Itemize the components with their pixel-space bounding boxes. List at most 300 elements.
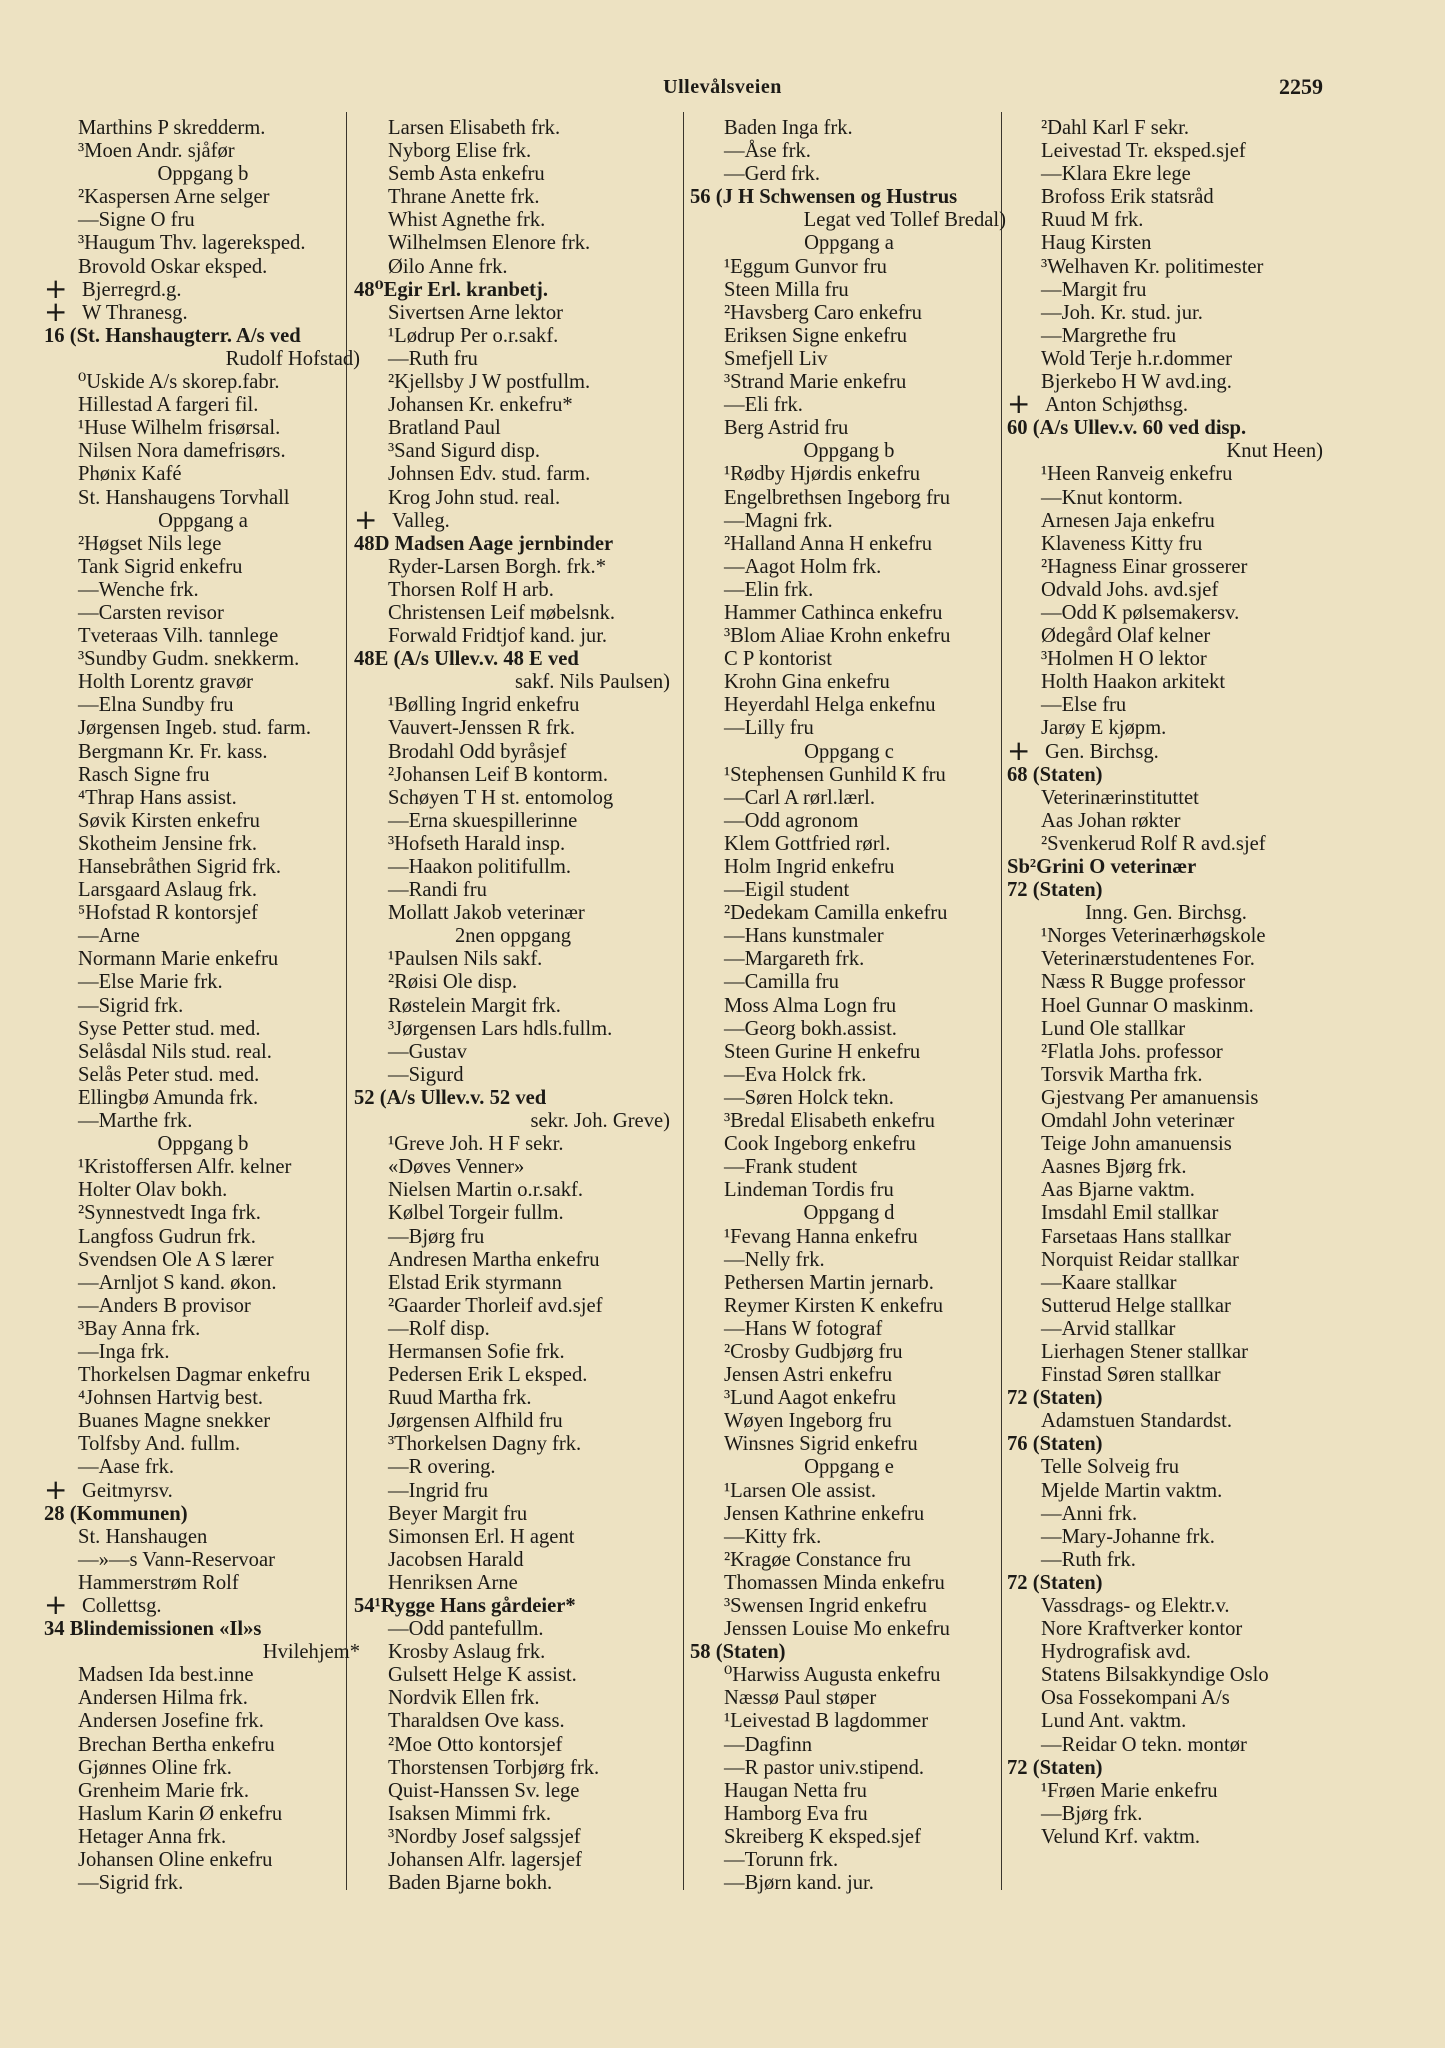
directory-entry — [44, 1364, 362, 1387]
entry-text: Oppgang e — [804, 1456, 894, 1479]
entry-text: ¹Bølling Ingrid enkefru — [388, 694, 580, 717]
directory-entry — [354, 602, 672, 625]
directory-entry — [44, 1572, 362, 1595]
directory-column-3 — [690, 117, 1008, 1895]
entry-text: Lindeman Tordis fru — [724, 1179, 894, 1202]
entrance-heading — [44, 163, 362, 186]
directory-entry — [44, 394, 362, 417]
directory-entry — [354, 625, 672, 648]
entry-text: —Odd K pølsemakersv. — [1041, 601, 1240, 624]
directory-entry — [1007, 648, 1325, 671]
directory-entry — [690, 1064, 1008, 1087]
directory-entry — [354, 717, 672, 740]
entry-text: Phønix Kafé — [78, 463, 182, 486]
directory-entry — [1007, 209, 1325, 232]
directory-entry — [1007, 1826, 1325, 1849]
entry-text: ²Kaspersen Arne selger — [78, 186, 270, 209]
directory-entry — [1007, 1226, 1325, 1249]
entry-text: —Klara Ekre lege — [1041, 163, 1191, 186]
directory-entry — [354, 1156, 672, 1179]
directory-entry — [354, 856, 672, 879]
directory-entry — [44, 1456, 362, 1479]
entry-text: Hetager Anna frk. — [78, 1825, 227, 1848]
entry-text: Thrane Anette frk. — [388, 186, 540, 209]
directory-entry — [354, 1456, 672, 1479]
directory-entry — [1007, 810, 1325, 833]
directory-entry — [690, 579, 1008, 602]
directory-entry — [44, 648, 362, 671]
entry-text: 72 (Staten) — [1007, 879, 1103, 902]
entry-text: —Elin frk. — [724, 578, 814, 601]
entry-text: —Hans W fotograf — [724, 1317, 883, 1340]
entry-text: Larsgaard Aslaug frk. — [78, 879, 257, 902]
directory-entry — [690, 1341, 1008, 1364]
entry-text: —Knut kontorm. — [1041, 486, 1183, 509]
directory-entry — [690, 1664, 1008, 1687]
entry-text: Bjerregrd.g. — [82, 278, 182, 301]
directory-entry — [44, 925, 362, 948]
entry-text: Klem Gottfried rørl. — [724, 832, 891, 855]
directory-entry — [1007, 787, 1325, 810]
entry-text: Sivertsen Arne lektor — [388, 301, 564, 324]
directory-entry — [1007, 1456, 1325, 1479]
directory-entry — [1007, 1595, 1325, 1618]
directory-entry — [354, 1572, 672, 1595]
entry-text: —Ruth fru — [388, 347, 478, 370]
entry-text: Thorkelsen Dagmar enkefru — [78, 1364, 311, 1387]
entry-text: Arnesen Jaja enkefru — [1041, 509, 1215, 532]
directory-entry — [690, 1687, 1008, 1710]
entrance-heading — [1007, 902, 1325, 925]
directory-column-1 — [44, 117, 362, 1895]
entry-text: Whist Agnethe frk. — [388, 209, 546, 232]
entrance-heading — [690, 232, 1008, 255]
entry-text: —Gerd frk. — [724, 163, 821, 186]
entry-text: Søvik Kirsten enkefru — [78, 809, 260, 832]
entry-text: Oppgang b — [157, 163, 249, 186]
directory-entry — [1007, 463, 1325, 486]
entry-text: Ryder-Larsen Borgh. frk.* — [388, 555, 606, 578]
directory-entry — [354, 1710, 672, 1733]
cross-street-marker — [1007, 741, 1325, 764]
entry-text: Valleg. — [392, 509, 450, 532]
directory-entry — [1007, 256, 1325, 279]
directory-entry — [1007, 1064, 1325, 1087]
entry-text: 2nen oppgang — [454, 925, 572, 948]
directory-entry — [354, 1226, 672, 1249]
entry-text: ²Moe Otto kontorsjef — [388, 1733, 563, 1756]
directory-column-4 — [1007, 117, 1325, 1849]
entry-text: Hansebråthen Sigrid frk. — [78, 856, 282, 878]
entry-text: Oppgang c — [804, 740, 894, 763]
entry-text: Bjerkebo H W avd.ing. — [1041, 371, 1232, 394]
directory-entry — [44, 625, 362, 648]
entry-text: Telle Solveig fru — [1041, 1456, 1180, 1479]
directory-entry — [354, 371, 672, 394]
directory-entry — [690, 256, 1008, 279]
directory-entry — [1007, 1295, 1325, 1318]
directory-entry — [1007, 1318, 1325, 1341]
entry-text: Krog John stud. real. — [388, 486, 561, 509]
entry-text: Johansen Kr. enkefru* — [388, 394, 573, 417]
directory-entry — [354, 1803, 672, 1826]
entry-text: 72 (Staten) — [1007, 1756, 1103, 1779]
entry-text: —Ruth frk. — [1041, 1548, 1136, 1571]
entry-text: —Odd agronom — [724, 809, 859, 832]
directory-entry — [1007, 579, 1325, 602]
directory-entry — [354, 302, 672, 325]
entry-text: ⁰Harwiss Augusta enkefru — [724, 1664, 941, 1687]
entry-text: —Magni frk. — [724, 509, 833, 532]
directory-entry — [354, 787, 672, 810]
entry-text: Hvilehjem* — [262, 1641, 360, 1664]
entry-text: ²Hagness Einar grosserer — [1041, 555, 1248, 578]
directory-entry — [690, 487, 1008, 510]
directory-entry — [354, 1133, 672, 1156]
entry-text: —Sigrid frk. — [78, 1872, 184, 1895]
house-number-entry — [1007, 1433, 1325, 1456]
directory-entry — [690, 879, 1008, 902]
entry-text: Jensen Astri enkefru — [724, 1364, 893, 1387]
house-number-entry — [354, 648, 672, 671]
entry-text: —Aagot Holm frk. — [724, 555, 882, 578]
entry-text: Aas Bjarne vaktm. — [1041, 1179, 1195, 1202]
entry-text: Schøyen T H st. entomolog — [388, 786, 614, 809]
entry-text: Hermansen Sofie frk. — [388, 1340, 565, 1363]
entry-text: Berg Astrid fru — [724, 417, 849, 440]
entry-text: Vassdrags- og Elektr.v. — [1041, 1595, 1230, 1617]
directory-entry — [354, 1480, 672, 1503]
entry-text: Anton Schjøthsg. — [1045, 394, 1189, 417]
entry-text: Ruud Martha frk. — [388, 1387, 532, 1410]
entry-text: Reymer Kirsten K enkefru — [724, 1294, 944, 1317]
entry-text: —Wenche frk. — [78, 578, 199, 601]
entry-text: Syse Petter stud. med. — [78, 1017, 261, 1040]
directory-entry — [44, 533, 362, 556]
directory-entry — [690, 140, 1008, 163]
directory-entry — [690, 510, 1008, 533]
entry-text: Brodahl Odd byråsjef — [388, 740, 567, 763]
entry-text: C P kontorist — [724, 648, 832, 671]
directory-entry — [354, 556, 672, 579]
directory-entry — [690, 279, 1008, 302]
directory-entry — [44, 1849, 362, 1872]
entry-text: ¹Kristoffersen Alfr. kelner — [78, 1156, 292, 1179]
directory-entry — [690, 1734, 1008, 1757]
directory-entry — [1007, 1110, 1325, 1133]
directory-entry — [44, 463, 362, 486]
directory-entry — [44, 602, 362, 625]
entry-text: Baden Bjarne bokh. — [388, 1872, 553, 1895]
directory-entry — [690, 625, 1008, 648]
entry-text: Osa Fossekompani A/s — [1041, 1687, 1230, 1710]
directory-entry — [1007, 1641, 1325, 1664]
directory-entry — [1007, 1480, 1325, 1503]
entry-text: ²Svenkerud Rolf R avd.sjef — [1041, 832, 1266, 855]
directory-entry — [354, 232, 672, 255]
entry-text: —Margit fru — [1041, 278, 1147, 301]
house-number-entry — [44, 1503, 362, 1526]
entry-text: Simonsen Erl. H agent — [388, 1525, 575, 1548]
entry-text: Pethersen Martin jernarb. — [724, 1271, 934, 1294]
directory-entry — [44, 902, 362, 925]
directory-entry — [354, 694, 672, 717]
directory-entry — [690, 348, 1008, 371]
entry-text: ¹Eggum Gunvor fru — [724, 255, 887, 278]
directory-entry — [354, 440, 672, 463]
entry-text: 34 Blindemissionen «Il»s — [44, 1618, 262, 1641]
entry-text: Larsen Elisabeth frk. — [388, 117, 561, 139]
entry-text: Steen Gurine H enkefru — [724, 1040, 921, 1063]
directory-entry — [690, 1133, 1008, 1156]
directory-entry — [44, 556, 362, 579]
entry-text: St. Hanshaugens Torvhall — [78, 486, 290, 509]
directory-entry — [44, 1064, 362, 1087]
entry-text: Svendsen Ole A S lærer — [78, 1248, 274, 1271]
entry-text: Eriksen Signe enkefru — [724, 324, 908, 347]
directory-column-2 — [354, 117, 672, 1895]
directory-entry — [44, 1272, 362, 1295]
entry-continuation — [354, 1110, 672, 1133]
directory-entry — [690, 325, 1008, 348]
entry-text: Tveteraas Vilh. tannlege — [78, 625, 279, 648]
directory-entry — [44, 787, 362, 810]
entrance-heading — [690, 1202, 1008, 1225]
entry-text: Farsetaas Hans stallkar — [1041, 1225, 1231, 1248]
directory-entry — [1007, 279, 1325, 302]
entry-text: Nordvik Ellen frk. — [388, 1687, 540, 1710]
entry-text: ³Bredal Elisabeth enkefru — [724, 1110, 935, 1133]
directory-entry — [1007, 140, 1325, 163]
entry-text: ²Halland Anna H enkefru — [724, 532, 933, 555]
entry-continuation — [690, 209, 1008, 232]
directory-entry — [1007, 1179, 1325, 1202]
entry-text: 58 (Staten) — [690, 1641, 786, 1664]
directory-entry — [690, 556, 1008, 579]
directory-entry — [44, 209, 362, 232]
directory-entry — [1007, 971, 1325, 994]
directory-entry — [1007, 487, 1325, 510]
directory-entry — [690, 1480, 1008, 1503]
directory-entry — [354, 117, 672, 140]
entry-text: —Camilla fru — [724, 971, 839, 994]
entry-text: —Hans kunstmaler — [724, 925, 884, 948]
entry-continuation — [354, 671, 672, 694]
house-number-entry — [354, 279, 672, 302]
directory-entry — [354, 1618, 672, 1641]
directory-entry — [690, 1156, 1008, 1179]
entry-text: Buanes Magne snekker — [78, 1410, 271, 1433]
directory-entry — [44, 440, 362, 463]
house-number-entry — [44, 325, 362, 348]
directory-entry — [690, 856, 1008, 879]
entry-text: Leivestad Tr. eksped.sjef — [1041, 140, 1246, 163]
entry-text: Baden Inga frk. — [724, 117, 853, 139]
directory-entry — [1007, 1618, 1325, 1641]
cross-street-marker — [1007, 394, 1325, 417]
entry-text: sakf. Nils Paulsen) — [514, 671, 670, 694]
entry-text: ³Hofseth Harald insp. — [388, 832, 566, 855]
directory-entry — [690, 394, 1008, 417]
directory-entry — [44, 1410, 362, 1433]
entry-text: Wold Terje h.r.dommer — [1041, 347, 1232, 370]
entry-text: Sb²Grini O veterinær — [1007, 856, 1197, 878]
directory-entry — [690, 1018, 1008, 1041]
entry-text: 48D Madsen Aage jernbinder — [354, 532, 614, 555]
entry-text: Johansen Oline enkefru — [78, 1849, 273, 1872]
directory-entry — [690, 1272, 1008, 1295]
directory-entry — [1007, 717, 1325, 740]
directory-entry — [690, 671, 1008, 694]
directory-entry — [1007, 510, 1325, 533]
directory-entry — [44, 971, 362, 994]
entry-text: —Nelly frk. — [724, 1248, 825, 1271]
entry-text: Marthins P skredderm. — [78, 117, 266, 139]
entry-text: —Dagfinn — [724, 1733, 813, 1756]
directory-entry — [1007, 1249, 1325, 1272]
directory-entry — [690, 1872, 1008, 1895]
directory-entry — [1007, 1687, 1325, 1710]
directory-entry — [690, 1780, 1008, 1803]
directory-entry — [44, 717, 362, 740]
directory-entry — [354, 1272, 672, 1295]
entry-text: ¹Greve Joh. H F sekr. — [388, 1133, 564, 1156]
directory-entry — [690, 1387, 1008, 1410]
entry-text: ¹Norges Veterinærhøgskole — [1041, 925, 1266, 948]
house-number-entry — [1007, 1757, 1325, 1780]
directory-entry — [44, 1249, 362, 1272]
entry-text: Oppgang a — [804, 232, 894, 255]
house-number-entry — [1007, 1387, 1325, 1410]
entry-text: —Georg bokh.assist. — [724, 1017, 897, 1040]
entry-text: Norquist Reidar stallkar — [1041, 1248, 1239, 1271]
entry-text: —Sigurd — [388, 1063, 464, 1086]
entry-text: Rudolf Hofstad) — [225, 347, 360, 370]
entry-text: —Joh. Kr. stud. jur. — [1041, 301, 1203, 324]
directory-entry — [1007, 1272, 1325, 1295]
entry-text: ³Nordby Josef salgssjef — [388, 1825, 581, 1848]
directory-entry — [44, 579, 362, 602]
entrance-heading — [354, 925, 672, 948]
directory-entry — [690, 302, 1008, 325]
directory-entry — [354, 902, 672, 925]
directory-entry — [690, 1710, 1008, 1733]
entry-text: —R pastor univ.stipend. — [724, 1756, 925, 1779]
entry-text: —Elna Sundby fru — [78, 694, 234, 717]
directory-entry — [690, 1618, 1008, 1641]
directory-entry — [354, 417, 672, 440]
directory-entry — [44, 741, 362, 764]
directory-entry — [354, 1872, 672, 1895]
entry-text: 52 (A/s Ullev.v. 52 ved — [354, 1086, 547, 1109]
entry-text: Wøyen Ingeborg fru — [724, 1410, 892, 1433]
entry-text: ¹Frøen Marie enkefru — [1041, 1779, 1218, 1802]
directory-entry — [44, 1341, 362, 1364]
cross-street-marker — [44, 1480, 362, 1503]
entry-text: ³Moen Andr. sjåfør — [78, 140, 235, 163]
entry-text: Lierhagen Stener stallkar — [1041, 1340, 1248, 1363]
entrance-heading — [690, 741, 1008, 764]
entry-text: Jensen Kathrine enkefru — [724, 1502, 925, 1525]
entry-text: —Kitty frk. — [724, 1525, 822, 1548]
entry-text: Krosby Aslaug frk. — [388, 1641, 546, 1664]
entry-text: Brofoss Erik statsråd — [1041, 186, 1214, 209]
entry-text: ²Gaarder Thorleif avd.sjef — [388, 1294, 603, 1317]
entry-text: ¹Rødby Hjørdis enkefru — [724, 463, 921, 486]
entry-text: Hammerstrøm Rolf — [78, 1571, 239, 1594]
cross-street-marker — [44, 279, 362, 302]
directory-entry — [354, 186, 672, 209]
directory-entry — [354, 810, 672, 833]
directory-entry — [354, 1641, 672, 1664]
directory-entry — [1007, 163, 1325, 186]
directory-entry — [354, 1202, 672, 1225]
entry-text: —Reidar O tekn. montør — [1041, 1733, 1247, 1756]
directory-entry — [690, 371, 1008, 394]
entry-text: ⁴Johnsen Hartvig best. — [78, 1387, 264, 1410]
directory-entry — [44, 1318, 362, 1341]
entry-text: —Anni frk. — [1041, 1502, 1138, 1525]
directory-entry — [1007, 325, 1325, 348]
directory-entry — [690, 1226, 1008, 1249]
entry-text: Collettsg. — [82, 1595, 162, 1617]
entry-text: ²Havsberg Caro enkefru — [724, 301, 922, 324]
entry-text: Jacobsen Harald — [388, 1548, 524, 1571]
entry-text: 48E (A/s Ullev.v. 48 E ved — [354, 648, 579, 671]
entry-text: Moss Alma Logn fru — [724, 994, 897, 1017]
house-number-entry — [1007, 856, 1325, 879]
directory-entry — [354, 1780, 672, 1803]
directory-entry — [1007, 1710, 1325, 1733]
directory-entry — [44, 764, 362, 787]
directory-entry — [1007, 1526, 1325, 1549]
entry-text: Næss R Bugge professor — [1041, 971, 1246, 994]
directory-entry — [1007, 602, 1325, 625]
directory-entry — [354, 1341, 672, 1364]
entry-text: Knut Heen) — [1226, 440, 1323, 463]
directory-entry — [354, 348, 672, 371]
directory-entry — [354, 1018, 672, 1041]
entry-text: Jenssen Louise Mo enkefru — [724, 1618, 950, 1641]
entry-text: Statens Bilsakkyndige Oslo — [1041, 1664, 1269, 1687]
entry-text: Steen Milla fru — [724, 278, 849, 301]
entry-text: Haugan Netta fru — [724, 1779, 867, 1802]
entry-text: 76 (Staten) — [1007, 1433, 1103, 1456]
entry-text: Ruud M frk. — [1041, 209, 1144, 232]
entry-text: ²Flatla Johs. professor — [1041, 1040, 1223, 1063]
entry-text: Skotheim Jensine frk. — [78, 832, 258, 855]
directory-entry — [44, 1295, 362, 1318]
entry-text: 68 (Staten) — [1007, 763, 1103, 786]
entry-text: Normann Marie enkefru — [78, 948, 279, 971]
directory-entry — [354, 948, 672, 971]
entry-text: ³Strand Marie enkefru — [724, 371, 907, 394]
entry-text: Aasnes Bjørg frk. — [1041, 1156, 1187, 1179]
directory-entry — [354, 741, 672, 764]
directory-entry — [44, 1179, 362, 1202]
entry-text: Oppgang a — [158, 509, 248, 532]
entrance-heading — [690, 1456, 1008, 1479]
directory-entry — [1007, 1734, 1325, 1757]
entry-text: Omdahl John veterinær — [1041, 1110, 1235, 1133]
directory-entry — [690, 787, 1008, 810]
directory-entry — [44, 1664, 362, 1687]
directory-entry — [1007, 948, 1325, 971]
entrance-heading — [44, 510, 362, 533]
directory-entry — [44, 117, 362, 140]
column-divider — [683, 112, 684, 1890]
directory-entry — [690, 1318, 1008, 1341]
